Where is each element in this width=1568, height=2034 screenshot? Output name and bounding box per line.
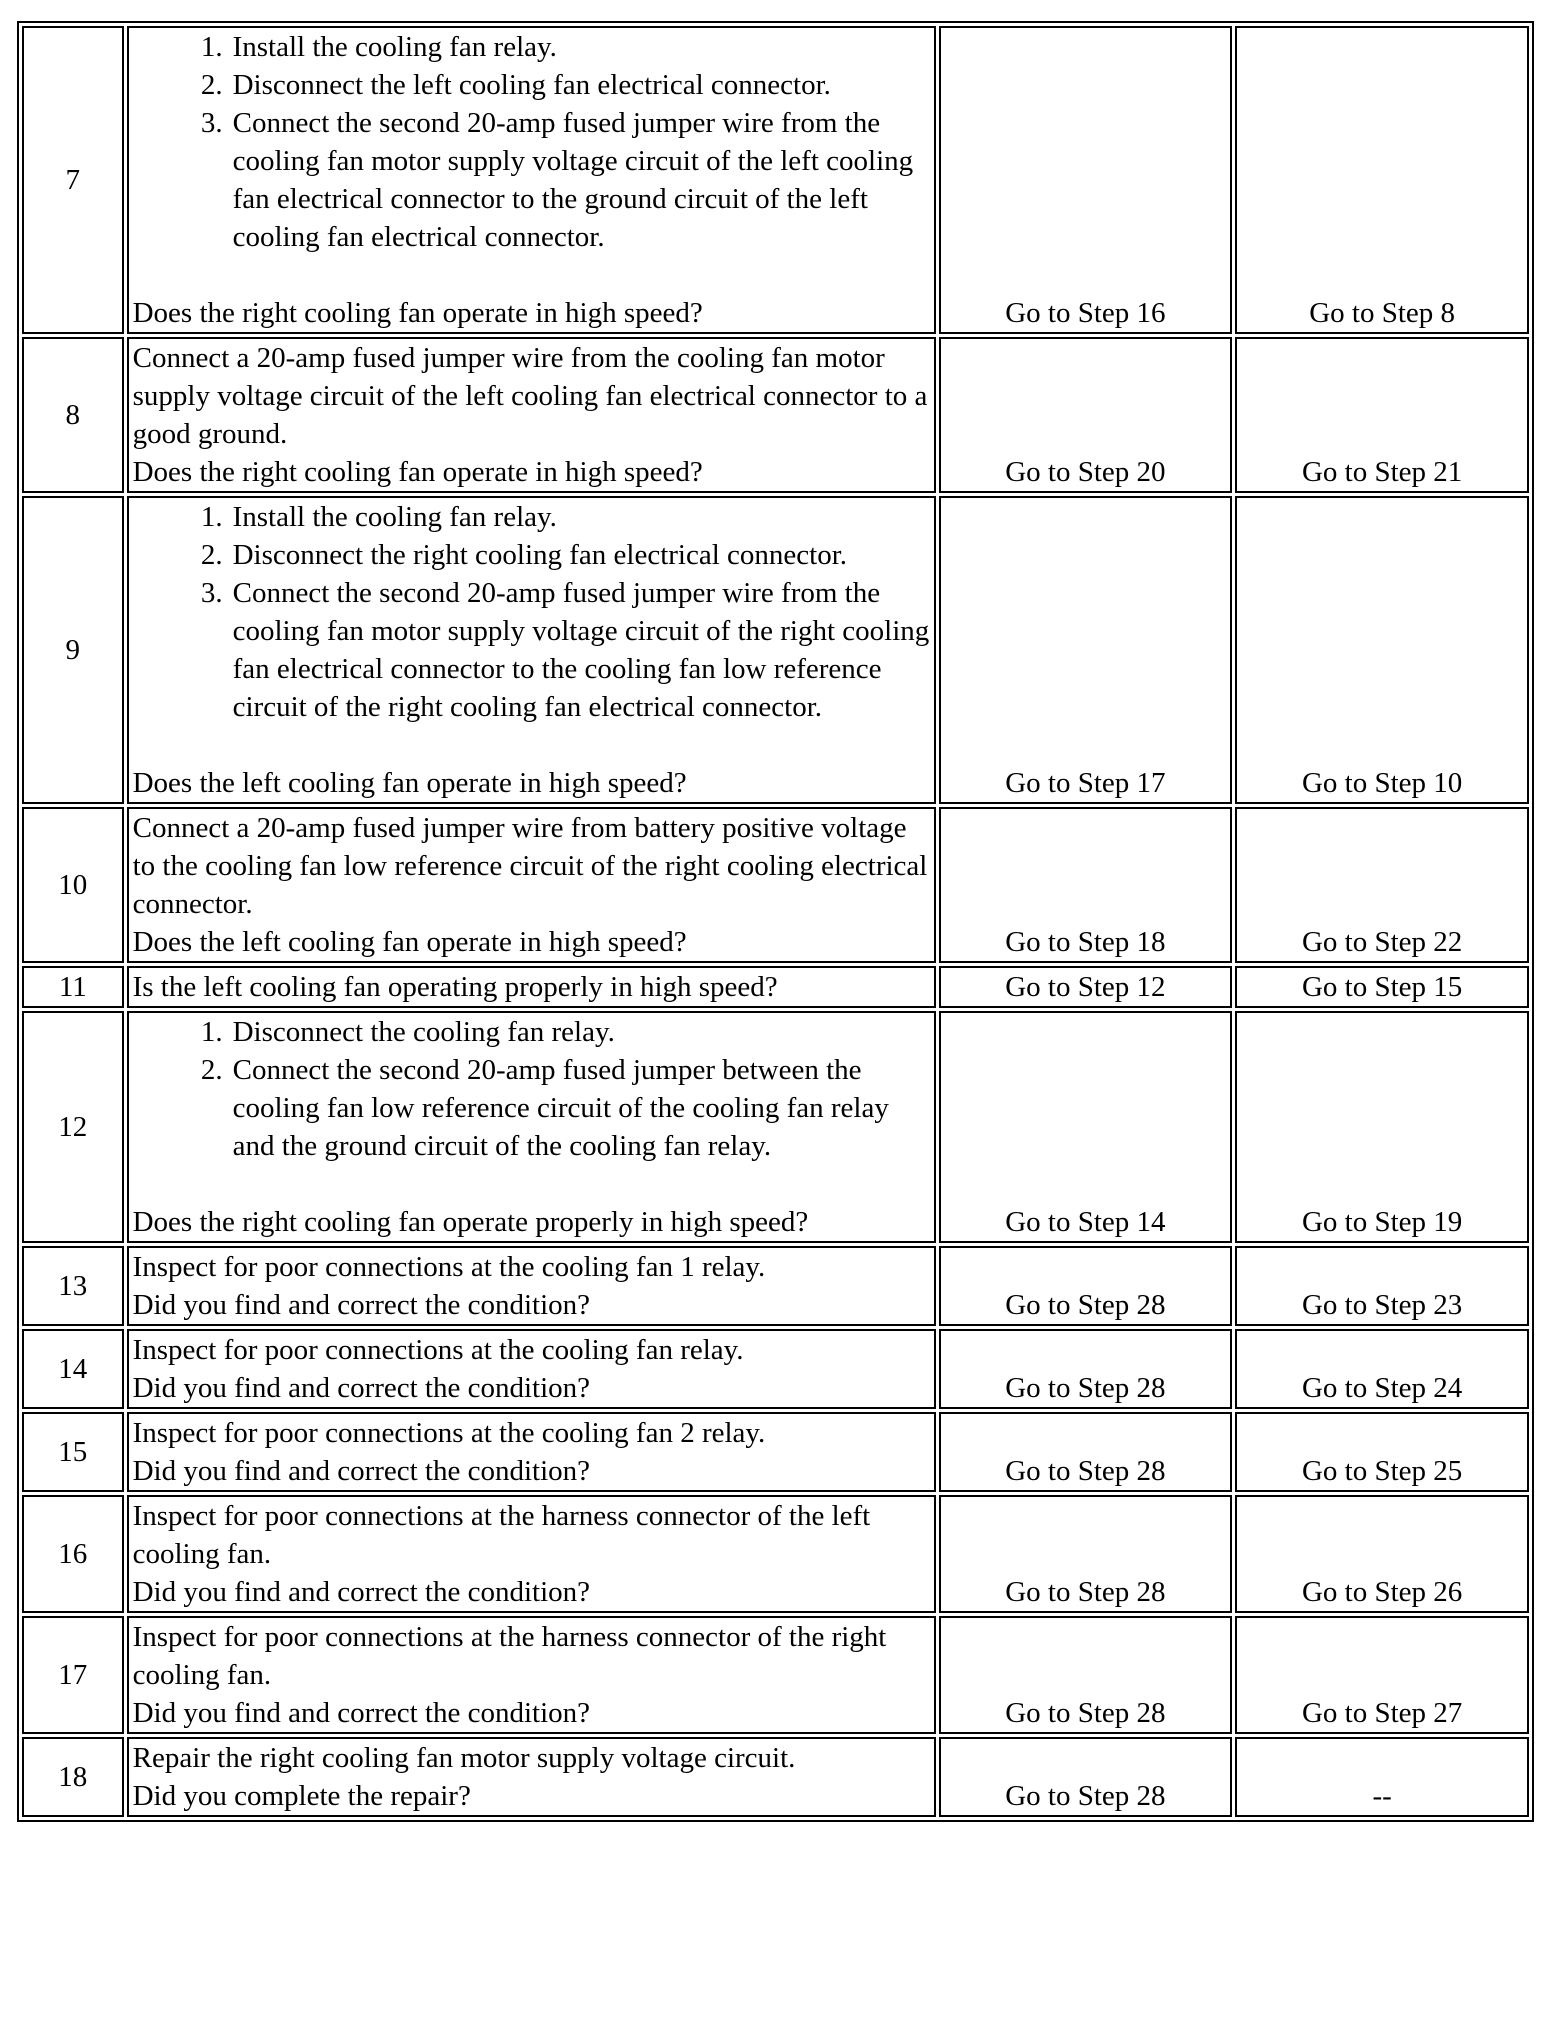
table-row <box>22 1616 1529 1734</box>
spacer <box>133 256 930 294</box>
yes-result: Go to Step 16 <box>939 26 1233 334</box>
no-result: Go to Step 21 <box>1235 337 1529 493</box>
diagnostic-table <box>17 21 1534 1822</box>
action-step-text: Disconnect the right cooling fan electrical connector. <box>232 539 848 571</box>
yes-result: Go to Step 28 <box>939 1495 1233 1613</box>
table-row <box>22 1329 1529 1409</box>
table-row <box>22 1412 1529 1492</box>
table-row <box>22 496 1529 804</box>
action-cell <box>127 1011 936 1243</box>
action-step-number: 1. <box>200 1016 223 1048</box>
no-result: Go to Step 15 <box>1235 966 1529 1008</box>
action-step-number: 2. <box>200 539 223 571</box>
step-number: 18 <box>22 1737 124 1817</box>
action-step-text: Connect the second 20-amp fused jumper between the cooling fan low reference circuit of the cooling fan relay and the ground circuit of the cooling fan relay. <box>232 1054 889 1162</box>
step-number: 11 <box>22 966 124 1008</box>
table-row <box>22 1246 1529 1326</box>
question-text: Did you find and correct the condition? <box>132 1455 591 1487</box>
action-text: Inspect for poor connections at the cooling fan 2 relay. <box>132 1417 766 1449</box>
yes-result: Go to Step 28 <box>939 1246 1233 1326</box>
question-text: Did you find and correct the condition? <box>132 1576 591 1608</box>
no-result: Go to Step 8 <box>1235 26 1529 334</box>
action-step-text: Connect the second 20-amp fused jumper wire from the cooling fan motor supply voltage circuit of the right cooling fan electrical connector to the cooling fan low reference circuit of the right cooling fan electrical connector. <box>232 577 930 723</box>
question-text: Does the right cooling fan operate properly in high speed? <box>132 1206 809 1238</box>
action-step-text: Disconnect the cooling fan relay. <box>232 1016 615 1048</box>
action-step-number: 1. <box>200 31 223 63</box>
question-text: Does the right cooling fan operate in high speed? <box>132 456 703 488</box>
table-row <box>22 1011 1529 1243</box>
no-result: Go to Step 27 <box>1235 1616 1529 1734</box>
action-steps-list <box>133 1013 930 1165</box>
action-cell <box>127 1246 936 1326</box>
question-text: Did you find and correct the condition? <box>132 1697 591 1729</box>
step-number: 13 <box>22 1246 124 1326</box>
question-text: Does the left cooling fan operate in high speed? <box>132 926 687 958</box>
no-result: Go to Step 19 <box>1235 1011 1529 1243</box>
step-number: 14 <box>22 1329 124 1409</box>
action-text: Connect a 20-amp fused jumper wire from the cooling fan motor supply voltage circuit of the left cooling fan electrical connector to a good ground. <box>132 342 928 450</box>
action-steps-list <box>133 498 930 726</box>
action-cell <box>127 1412 936 1492</box>
no-result: Go to Step 23 <box>1235 1246 1529 1326</box>
step-number: 12 <box>22 1011 124 1243</box>
action-step <box>133 28 930 66</box>
step-number: 17 <box>22 1616 124 1734</box>
question-text: Did you find and correct the condition? <box>132 1289 591 1321</box>
action-step <box>133 104 930 256</box>
question-text: Is the left cooling fan operating properly in high speed? <box>132 971 778 1003</box>
diagnostic-table-body <box>22 26 1529 1817</box>
yes-result: Go to Step 17 <box>939 496 1233 804</box>
step-number: 7 <box>22 26 124 334</box>
no-result: -- <box>1235 1737 1529 1817</box>
action-step-number: 2. <box>200 1054 223 1086</box>
action-cell <box>127 966 936 1008</box>
action-text: Inspect for poor connections at the cooling fan relay. <box>132 1334 744 1366</box>
question-text: Did you complete the repair? <box>132 1780 471 1812</box>
yes-result: Go to Step 28 <box>939 1412 1233 1492</box>
step-number: 15 <box>22 1412 124 1492</box>
action-cell <box>127 1737 936 1817</box>
action-step <box>133 574 930 726</box>
table-row <box>22 966 1529 1008</box>
table-row <box>22 337 1529 493</box>
yes-result: Go to Step 28 <box>939 1616 1233 1734</box>
step-number: 9 <box>22 496 124 804</box>
action-cell <box>127 337 936 493</box>
action-step-text: Install the cooling fan relay. <box>232 501 557 533</box>
action-step-number: 3. <box>200 577 223 609</box>
action-steps-list <box>133 28 930 256</box>
step-number: 16 <box>22 1495 124 1613</box>
no-result: Go to Step 26 <box>1235 1495 1529 1613</box>
yes-result: Go to Step 28 <box>939 1737 1233 1817</box>
action-text: Inspect for poor connections at the cooling fan 1 relay. <box>132 1251 766 1283</box>
action-step <box>133 498 930 536</box>
action-cell <box>127 1495 936 1613</box>
step-number: 8 <box>22 337 124 493</box>
table-row <box>22 807 1529 963</box>
question-text: Does the right cooling fan operate in high speed? <box>132 297 703 329</box>
action-cell <box>127 26 936 334</box>
action-step-text: Install the cooling fan relay. <box>232 31 557 63</box>
no-result: Go to Step 25 <box>1235 1412 1529 1492</box>
action-cell <box>127 807 936 963</box>
step-number: 10 <box>22 807 124 963</box>
yes-result: Go to Step 12 <box>939 966 1233 1008</box>
action-text: Connect a 20-amp fused jumper wire from battery positive voltage to the cooling fan low reference circuit of the right cooling electrical connector. <box>132 812 928 920</box>
no-result: Go to Step 10 <box>1235 496 1529 804</box>
action-step-number: 1. <box>200 501 223 533</box>
yes-result: Go to Step 14 <box>939 1011 1233 1243</box>
action-text: Repair the right cooling fan motor supply voltage circuit. <box>132 1742 796 1774</box>
no-result: Go to Step 22 <box>1235 807 1529 963</box>
action-cell <box>127 1616 936 1734</box>
no-result: Go to Step 24 <box>1235 1329 1529 1409</box>
table-row <box>22 26 1529 334</box>
action-text: Inspect for poor connections at the harness connector of the right cooling fan. <box>132 1621 887 1691</box>
action-step <box>133 536 930 574</box>
spacer <box>133 1165 930 1203</box>
action-step-text: Disconnect the left cooling fan electrical connector. <box>232 69 831 101</box>
question-text: Did you find and correct the condition? <box>132 1372 591 1404</box>
spacer <box>133 726 930 764</box>
table-row <box>22 1495 1529 1613</box>
action-step <box>133 1051 930 1165</box>
action-step-number: 3. <box>200 107 223 139</box>
action-step <box>133 1013 930 1051</box>
action-step <box>133 66 930 104</box>
question-text: Does the left cooling fan operate in high speed? <box>132 767 687 799</box>
action-step-text: Connect the second 20-amp fused jumper wire from the cooling fan motor supply voltage circuit of the left cooling fan electrical connector to the ground circuit of the left cooling fan electrical connector. <box>232 107 914 253</box>
action-cell <box>127 496 936 804</box>
yes-result: Go to Step 28 <box>939 1329 1233 1409</box>
action-cell <box>127 1329 936 1409</box>
yes-result: Go to Step 18 <box>939 807 1233 963</box>
action-step-number: 2. <box>200 69 223 101</box>
action-text: Inspect for poor connections at the harness connector of the left cooling fan. <box>132 1500 871 1570</box>
yes-result: Go to Step 20 <box>939 337 1233 493</box>
table-row <box>22 1737 1529 1817</box>
